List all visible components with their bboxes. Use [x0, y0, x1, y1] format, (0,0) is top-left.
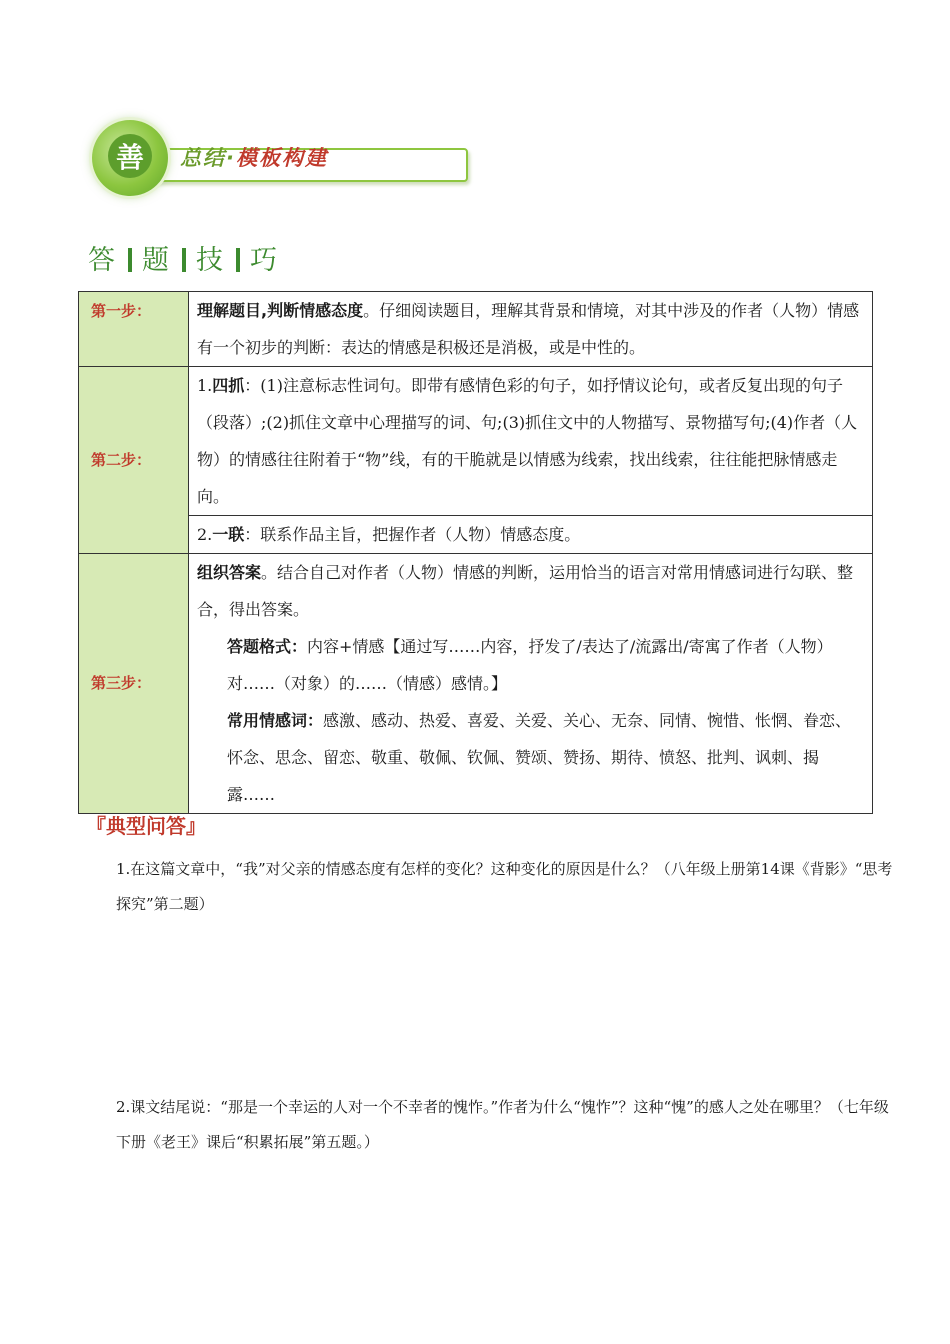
badge-char: 善 [108, 134, 152, 178]
step1-label: 第一步： [79, 292, 189, 367]
step2-part2-text: ：联系作品主旨，把握作者（人物）情感态度。 [244, 525, 581, 544]
section-title-char: 题 [142, 245, 172, 276]
step1-bold: 理解题目,判断情感态度 [197, 301, 364, 320]
step2-part2-num: 2. [197, 525, 213, 544]
step3-text: 。结合自己对作者（人物）情感的判断，运用恰当的语言对常用情感词进行勾联、整合，得出答案。 [197, 563, 854, 619]
step1-row [79, 292, 873, 367]
step3-words-text: 感激、感动、热爱、喜爱、关爱、关心、无奈、同情、惋惜、怅惘、眷恋、怀念、思念、留恋、敬重、敬佩、钦佩、赞颂、赞扬、期待、愤怒、批判、讽刺、揭露…… [227, 711, 852, 804]
step2-part2 [189, 516, 873, 554]
step3-format [197, 628, 864, 702]
step3-label: 第三步： [79, 554, 189, 814]
step2-row-2 [79, 516, 873, 554]
section-badge [92, 120, 382, 200]
title-separator [128, 248, 132, 272]
step3-intro [197, 554, 864, 628]
badge-title-part2: 模板构建 [235, 146, 328, 170]
question-1: 1.在这篇文章中，“我”对父亲的情感态度有怎样的变化？这种变化的原因是什么？（八年级上册第14课《背影》“思考探究”第二题） [116, 860, 893, 913]
step1-content [189, 292, 873, 367]
step3-words-bold: 常用情感词： [227, 711, 324, 730]
section-title-char: 答 [88, 245, 118, 276]
title-separator [236, 248, 240, 272]
badge-title-part1: 总结· [180, 146, 236, 170]
section-title [88, 238, 280, 277]
step3-row [79, 554, 873, 814]
step2-part1-bold: 四抓 [212, 376, 245, 395]
title-separator [182, 248, 186, 272]
badge-title [180, 142, 328, 172]
step3-format-text: 内容+情感【通过写……内容，抒发了/表达了/流露出/寄寓了作者（人物）对……（对象）的……（情感）感情。】 [227, 637, 833, 693]
badge-circle [92, 120, 168, 196]
step3-bold: 组织答案 [197, 563, 262, 582]
step2-label: 第二步： [79, 367, 189, 554]
step2-part2-bold: 一联 [212, 525, 245, 544]
step2-part1-num: 1. [197, 376, 213, 395]
section-title-char: 技 [196, 245, 226, 276]
step3-format-bold: 答题格式： [227, 637, 308, 656]
qa-title: 『典型问答』 [86, 814, 206, 838]
section-title-char: 巧 [250, 245, 280, 276]
step3-content [189, 554, 873, 814]
question-2: 2.课文结尾说：“那是一个幸运的人对一个不幸者的愧怍。”作者为什么“愧怍”？这种“愧”的感人之处在哪里？（七年级下册《老王》课后“积累拓展”第五题。） [116, 1098, 889, 1151]
step3-words [197, 702, 864, 813]
step2-row-1 [79, 367, 873, 516]
steps-table [78, 291, 873, 814]
step1-text: 。仔细阅读题目，理解其背景和情境，对其中涉及的作者（人物）情感有一个初步的判断：表达的情感是积极还是消极，或是中性的。 [197, 301, 860, 357]
step2-part1-text: ：(1)注意标志性词句。即带有感情色彩的句子，如抒情议论句，或者反复出现的句子（段落）;(2)抓住文章中心理描写的词、句;(3)抓住文中的人物描写、景物描写句;(4)作者（人物）的情感往往附着于“物”线，有的干脆就是以情感为线索，找出线索，往往能把脉情感走向。 [197, 376, 858, 506]
step2-part1 [189, 367, 873, 516]
